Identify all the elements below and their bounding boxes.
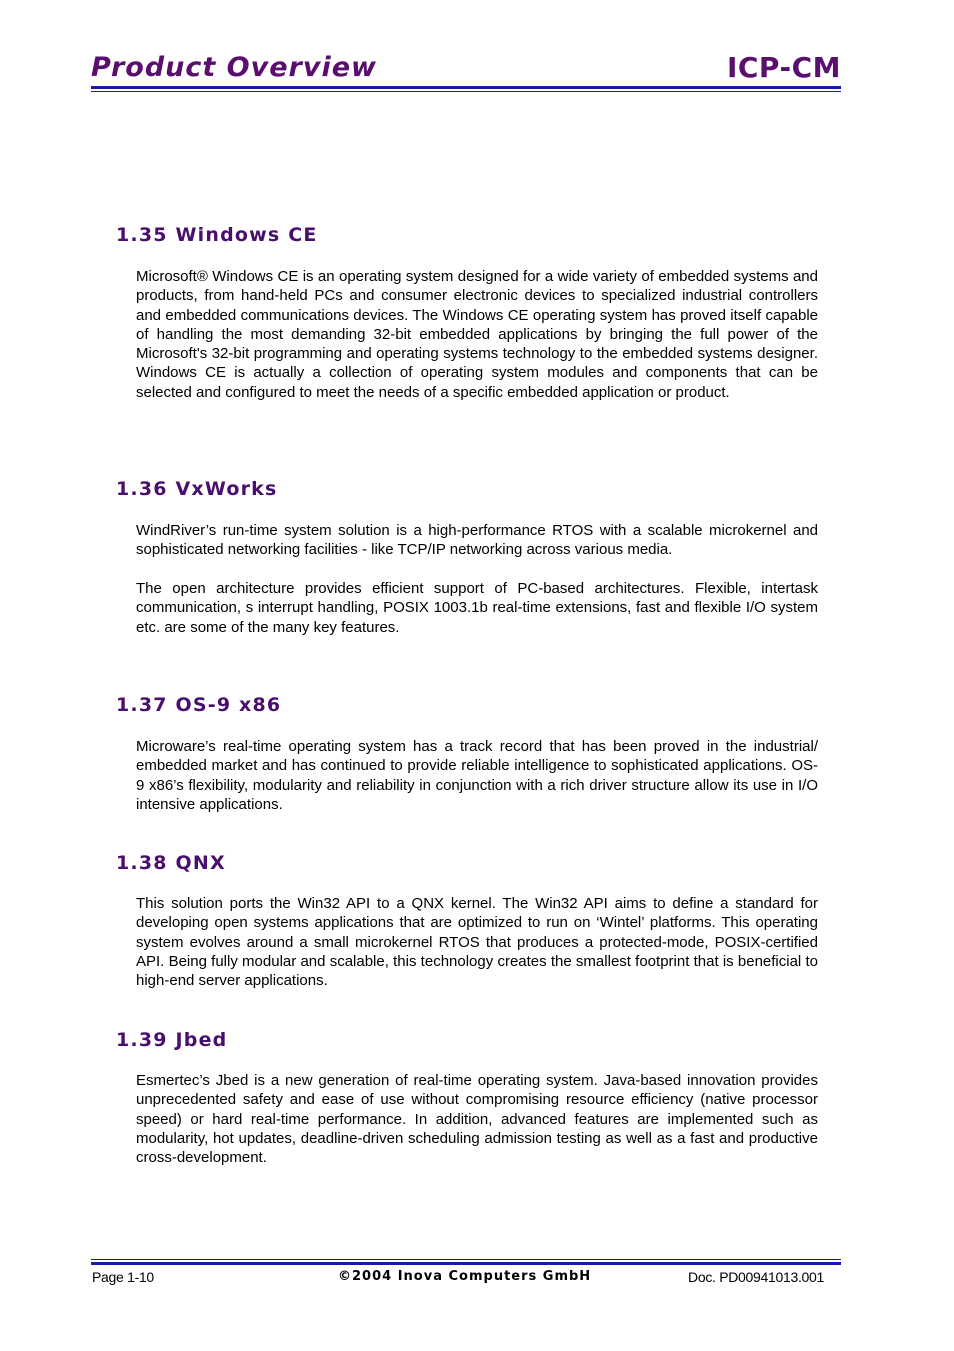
header-product: ICP-CM: [726, 51, 841, 84]
paragraph-vxworks-2: The open architecture provides efficient support of PC-based architectures. Flexible, intertask communication, s interrupt handling, POSIX 1003.1b real-time extensions, fast and flexible I/O system etc. are some of the many key features.: [136, 580, 818, 636]
paragraph-jbed: Esmertec’s Jbed is a new generation of real-time operating system. Java-based innovation provides unprecedented safety and ease of use without compromising resource efficiency (native processor speed) or hard real-time performance. In addition, advanced features are implemented such as modularity, hot updates, deadline-driven scheduling admission testing as well as a fast and productive cross-development.: [136, 1072, 818, 1167]
footer-rule-thin: [91, 1259, 841, 1260]
footer-doc-number: Doc. PD00941013.001: [688, 1269, 824, 1285]
section-heading-windows-ce: 1.35 Windows CE: [116, 224, 318, 246]
header-rule-thin: [91, 91, 841, 92]
section-heading-os9: 1.37 OS-9 x86: [116, 694, 282, 716]
header-rule-thick: [91, 86, 841, 89]
section-heading-vxworks: 1.36 VxWorks: [116, 478, 278, 500]
section-heading-jbed: 1.39 Jbed: [116, 1029, 228, 1051]
header-title: Product Overview: [91, 52, 377, 83]
paragraph-vxworks-1: WindRiver’s run-time system solution is a high-performance RTOS with a scalable microkernel and sophisticated networking facilities - like TCP/IP networking across various media.: [136, 522, 818, 559]
paragraph-qnx: This solution ports the Win32 API to a QNX kernel. The Win32 API aims to define a standard for developing open systems applications that are optimized to run on ‘Wintel’ platforms. This operating system evolves around a small microkernel RTOS that produces a protected-mode, POSIX-certified API. Being fully modular and scalable, this technology creates the smallest footprint that is beneficial to high-end server applications.: [136, 895, 818, 990]
footer-copyright: ©2004 Inova Computers GmbH: [338, 1269, 592, 1284]
footer-page-number: Page 1-10: [92, 1269, 154, 1285]
footer-rule-thick: [91, 1262, 841, 1265]
paragraph-os9: Microware’s real-time operating system has a track record that has been proved in the industrial/ embedded market and has continued to provide reliable intelligence to sophisticated applications. OS-9 x86’s flexibility, modularity and reliability in conjunction with a rich driver structure allow its use in I/O intensive applications.: [136, 738, 818, 813]
paragraph-windows-ce: Microsoft® Windows CE is an operating system designed for a wide variety of embedded systems and products, from hand-held PCs and consumer electronic devices to specialized industrial controllers and embedded communications devices. The Windows CE operating system has proved itself capable of handling the most demanding 32-bit embedded applications by bringing the full power of the Microsoft's 32-bit programming and operating systems technology to the embedded systems designer. Windows CE is actually a collection of operating system modules and components that can be selected and configured to meet the needs of a specific embedded application or product.: [136, 268, 818, 401]
section-heading-qnx: 1.38 QNX: [116, 852, 226, 874]
